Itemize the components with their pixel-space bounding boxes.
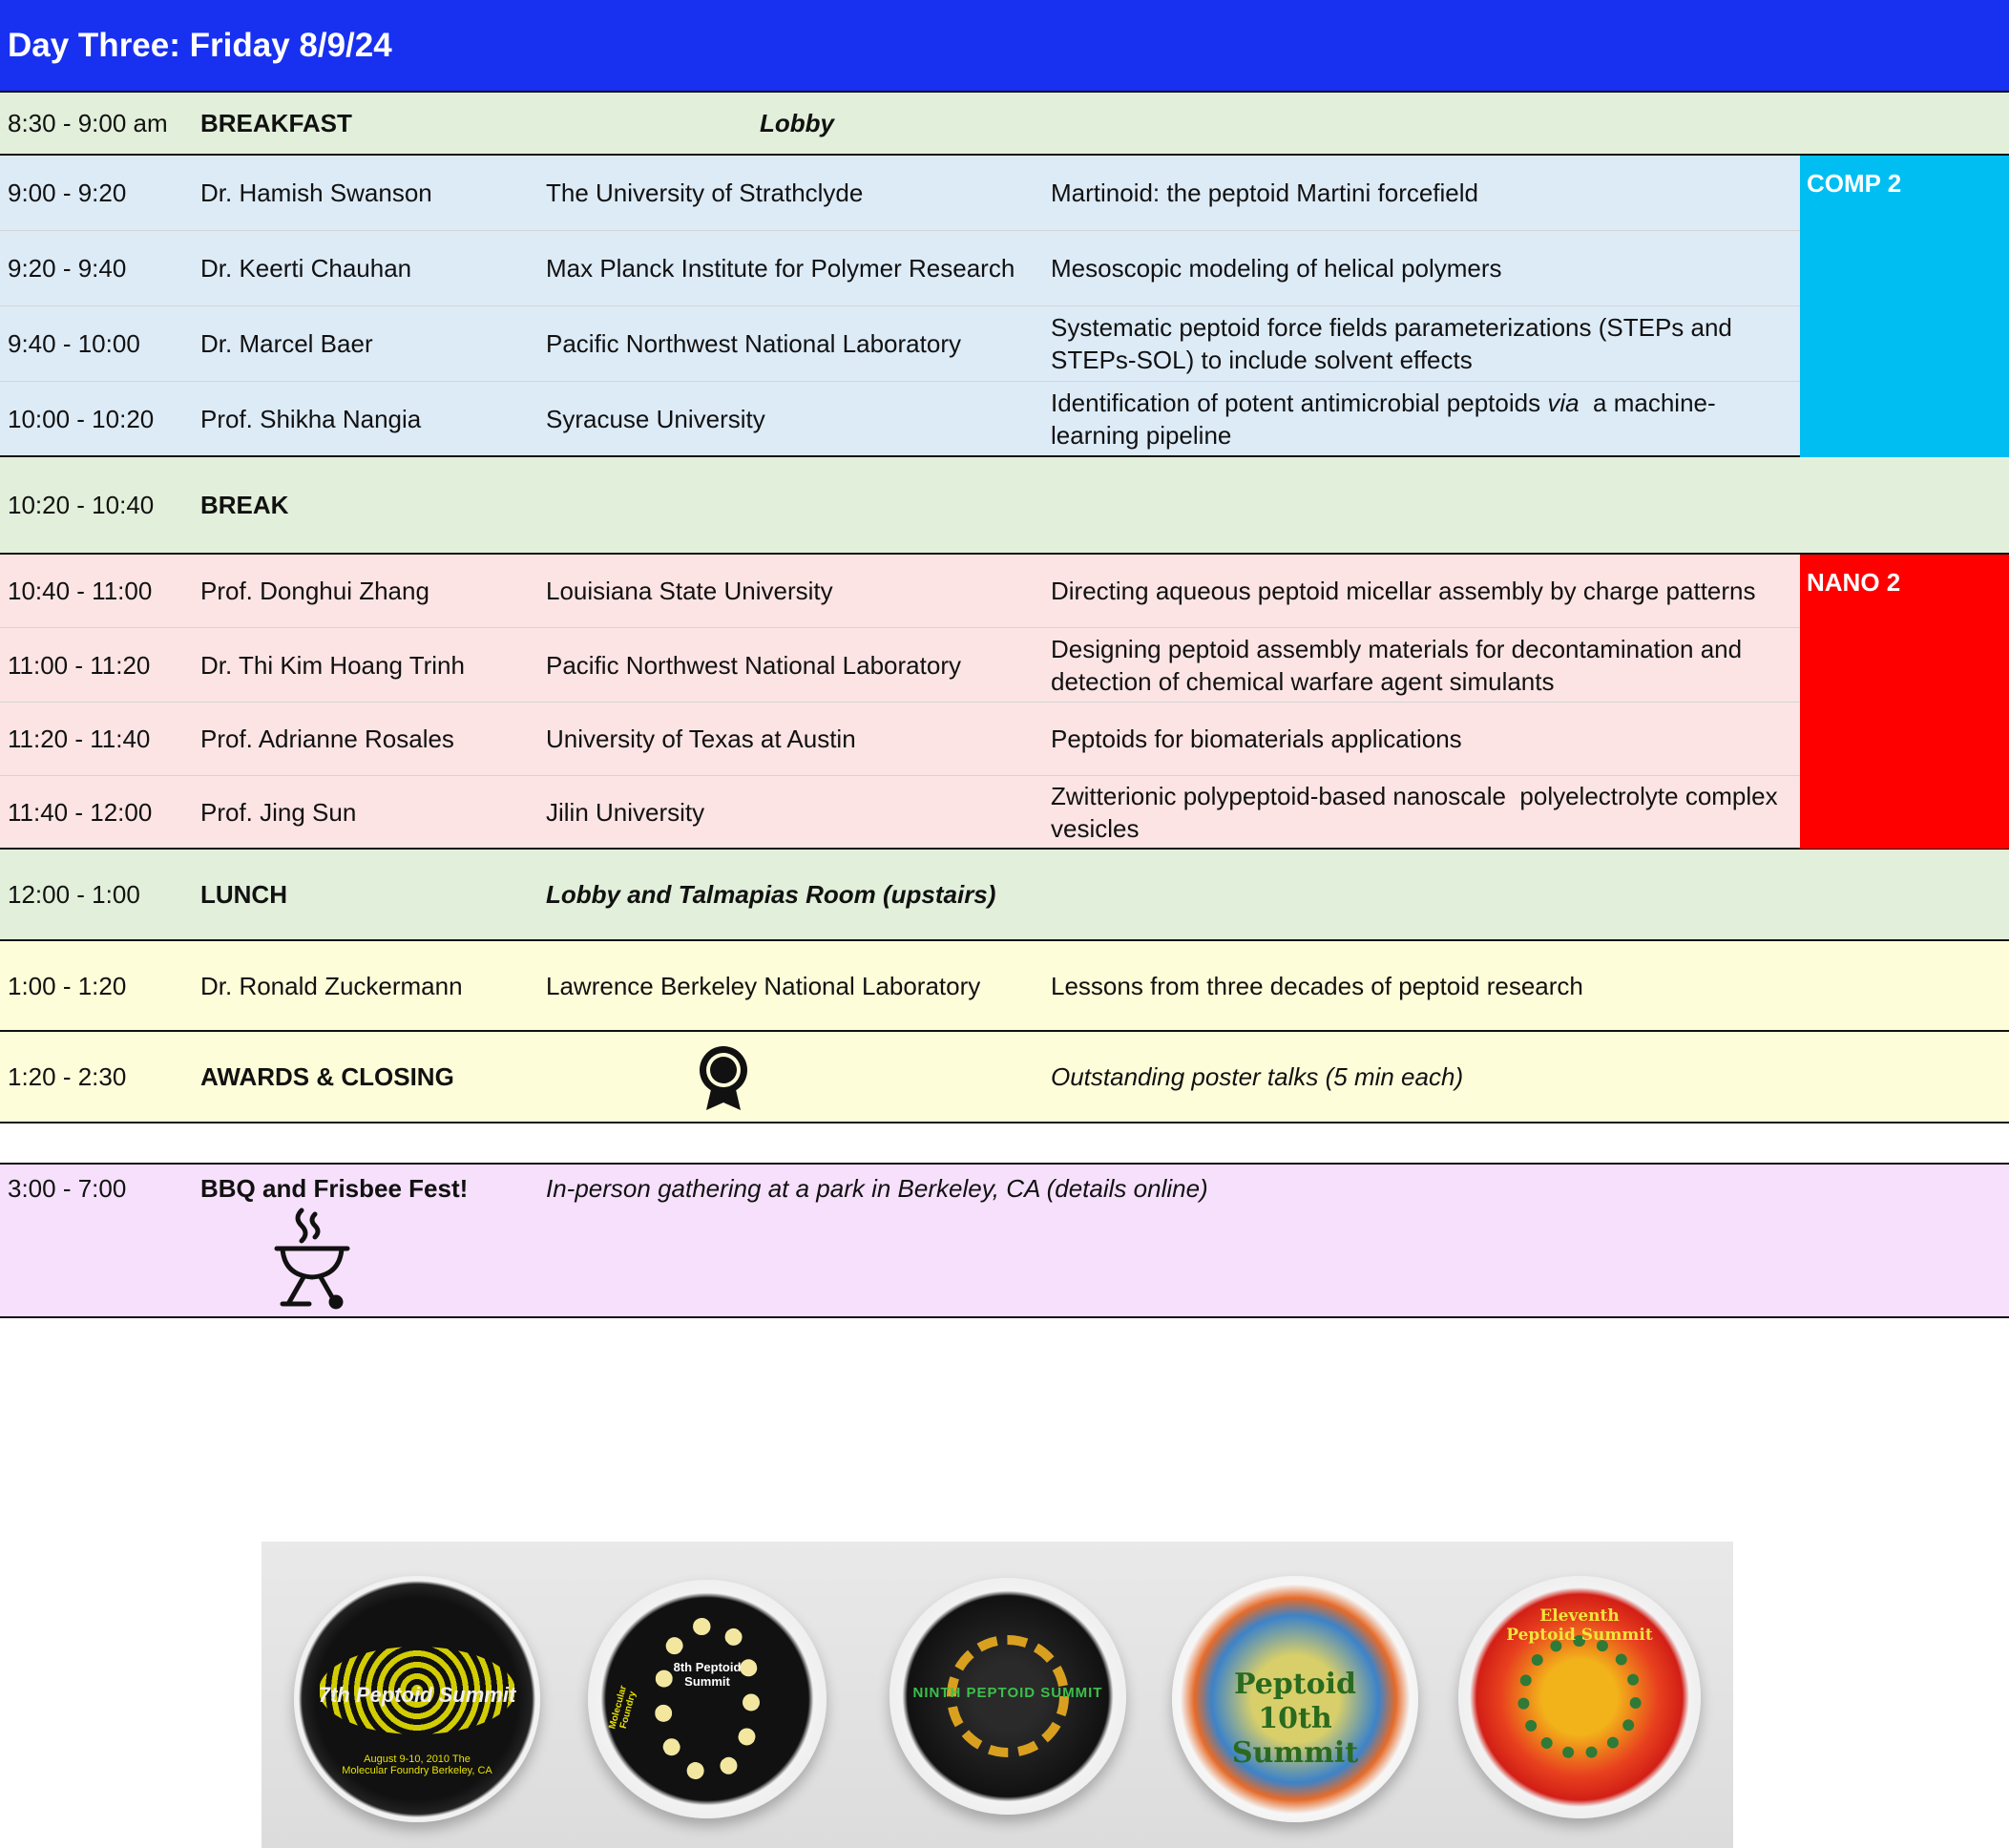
schedule-row <box>0 776 2009 850</box>
awards-label: AWARDS & CLOSING <box>200 1062 454 1091</box>
talk-institution: Louisiana State University <box>546 577 833 605</box>
talk-speaker: Prof. Donghui Zhang <box>200 577 429 605</box>
frisbee-10th <box>1172 1576 1418 1822</box>
frisbee-title: 7th Peptoid Summit <box>318 1683 516 1707</box>
talk-speaker: Dr. Keerti Chauhan <box>200 254 412 283</box>
talk-title-part: Identification of potent antimicrobial peptoids <box>1051 388 1548 417</box>
frisbee-7th <box>294 1576 540 1822</box>
talk-title: Zwitterionic polypeptoid-based nanoscale polyelectrolyte complex vesicles <box>1051 781 1785 843</box>
schedule-row <box>0 555 2009 628</box>
award-ribbon-icon <box>697 1043 750 1114</box>
talk-time: 10:40 - 11:00 <box>8 577 153 605</box>
talk-time: 11:20 - 11:40 <box>8 724 151 753</box>
bbq-label: BBQ and Frisbee Fest! <box>200 1174 469 1203</box>
talk-institution: Jilin University <box>546 797 705 827</box>
talk-time: 9:20 - 9:40 <box>8 254 127 283</box>
talk-institution: University of Texas at Austin <box>546 724 856 753</box>
talk-time: 9:40 - 10:00 <box>8 329 140 358</box>
talk-title: Directing aqueous peptoid micellar assembly by charge patterns <box>1051 577 1756 605</box>
frisbee-8th <box>588 1580 827 1818</box>
frisbee-photo <box>262 1542 1733 1848</box>
break-time: 10:20 - 10:40 <box>8 491 155 519</box>
talk-title-emphasis: via <box>1547 388 1580 417</box>
talk-institution: The University of Strathclyde <box>546 178 864 207</box>
bbq-note: In-person gathering at a park in Berkeley, CA (details online) <box>546 1174 1208 1203</box>
awards-time: 1:20 - 2:30 <box>8 1062 127 1091</box>
break-label: BREAK <box>200 491 289 519</box>
frisbee-title: 8th Peptoid Summit <box>673 1660 742 1689</box>
grill-icon <box>271 1205 353 1310</box>
talk-time: 11:40 - 12:00 <box>8 797 153 827</box>
talk-time: 1:00 - 1:20 <box>8 971 127 1000</box>
talk-title: Systematic peptoid force fields parameterizations (STEPs and STEPs-SOL) to include solvent effects <box>1051 313 1732 374</box>
day-title: Day Three: Friday 8/9/24 <box>8 26 392 64</box>
frisbee-11th <box>1458 1576 1701 1818</box>
talk-title: Martinoid: the peptoid Martini forcefield <box>1051 178 1479 207</box>
talk-speaker: Dr. Thi Kim Hoang Trinh <box>200 650 465 680</box>
talk-institution: Syracuse University <box>546 404 765 433</box>
frisbee-9th <box>889 1578 1126 1815</box>
schedule-row <box>0 231 2009 306</box>
frisbee-title: NINTH PEPTOID SUMMIT <box>912 1685 1103 1701</box>
talk-title: Peptoids for biomaterials applications <box>1051 724 1462 753</box>
schedule-row <box>0 382 2009 457</box>
frisbee-subtitle: August 9-10, 2010 The Molecular Foundry Berkeley, CA <box>342 1754 492 1776</box>
talk-title-part: a machine-learning pipeline <box>1051 388 1716 450</box>
talk-institution: Pacific Northwest National Laboratory <box>546 329 961 358</box>
keynote-row <box>0 941 2009 1032</box>
schedule-row <box>0 628 2009 703</box>
breakfast-label: BREAKFAST <box>200 109 352 137</box>
lunch-label: LUNCH <box>200 880 287 909</box>
frisbee-title: Eleventh Peptoid Summit <box>1506 1606 1653 1645</box>
talk-speaker: Dr. Ronald Zuckermann <box>200 971 463 1000</box>
break-row <box>0 457 2009 555</box>
breakfast-time: 8:30 - 9:00 am <box>8 109 168 137</box>
session-tag-nano: NANO 2 <box>1800 555 2009 849</box>
talk-title: Lessons from three decades of peptoid research <box>1051 971 1583 1000</box>
talk-institution: Pacific Northwest National Laboratory <box>546 650 961 680</box>
talk-institution: Max Planck Institute for Polymer Research <box>546 254 1015 283</box>
lunch-time: 12:00 - 1:00 <box>8 880 140 909</box>
talk-title: Mesoscopic modeling of helical polymers <box>1051 254 1502 283</box>
talk-speaker: Prof. Shikha Nangia <box>200 404 422 433</box>
session-tag-comp: COMP 2 <box>1800 156 2009 457</box>
frisbee-title: Peptoid 10th Summit <box>1231 1668 1359 1770</box>
talk-title: Designing peptoid assembly materials for decontamination and detection of chemical warfare agent simulants <box>1051 634 1743 696</box>
breakfast-location: Lobby <box>760 109 834 137</box>
talk-time: 10:00 - 10:20 <box>8 404 155 433</box>
lunch-location: Lobby and Talmapias Room (upstairs) <box>546 880 996 909</box>
talk-institution: Lawrence Berkeley National Laboratory <box>546 971 981 1000</box>
day-header <box>0 0 2009 93</box>
talk-speaker: Dr. Hamish Swanson <box>200 178 432 207</box>
talk-speaker: Prof. Adrianne Rosales <box>200 724 454 753</box>
talk-time: 9:00 - 9:20 <box>8 178 127 207</box>
talk-title <box>1051 382 1802 455</box>
schedule-row <box>0 156 2009 231</box>
lunch-row <box>0 850 2009 941</box>
frisbee-subtitle: Molecular Foundry <box>607 1684 638 1731</box>
schedule-row <box>0 703 2009 776</box>
talk-speaker: Prof. Jing Sun <box>200 797 357 827</box>
talk-time: 11:00 - 11:20 <box>8 650 151 680</box>
bbq-time: 3:00 - 7:00 <box>8 1174 127 1203</box>
awards-row <box>0 1032 2009 1124</box>
talk-speaker: Dr. Marcel Baer <box>200 329 373 358</box>
awards-note: Outstanding poster talks (5 min each) <box>1051 1062 1464 1091</box>
bbq-row <box>0 1163 2009 1318</box>
breakfast-row <box>0 93 2009 156</box>
schedule-row <box>0 306 2009 382</box>
